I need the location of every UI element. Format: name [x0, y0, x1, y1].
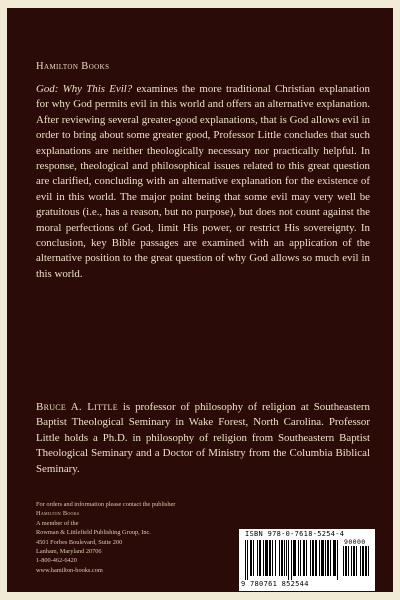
- contact-city: Lanham, Maryland 20706: [36, 548, 102, 556]
- publisher-contact: [36, 500, 236, 575]
- author-bio-text: is professor of philosophy of religion at Southeastern Baptist Theological Seminary in Wake Forest, North Carolina. Professor Little holds a Ph.D. in philosophy of religion from Southeastern Baptist Theological Seminary and a Doctor of Ministry from the Columbia Biblical Seminary.: [36, 401, 370, 475]
- contact-phone: 1-800-462-6420: [36, 557, 77, 565]
- author-name: Bruce A. Little: [36, 401, 118, 413]
- ean-digits: 9 780761 852544: [241, 580, 309, 588]
- contact-line: Rowman & Littlefield Publishing Group, Inc.: [36, 529, 151, 537]
- book-title: God: Why This Evil?: [36, 83, 133, 95]
- description-text: examines the more traditional Christian explanation for why God permits evil in this world and offers an alternative explanation. After reviewing several greater-good explanations, that is God allows evil in order to bring about some greater good, Professor Little concludes that such explanations are neither theologically necessary nor practically helpful. In response, theological and philosophical issues related to this great question are clarified, concluding with an alternative explanation for the existence of evil in this world. The major point being that some evil may very well be gratuitous (i.e., has a reason, but no purpose), but does not count against the moral perfections of God, limit His power, or restrict His sovereignty. In conclusion, key Bible passages are examined with an application of the alternative position to the great question of why God allows so much evil in this world.: [36, 83, 370, 280]
- contact-line: A member of the: [36, 519, 79, 527]
- isbn-barcode: [239, 529, 375, 591]
- author-bio: [36, 400, 370, 477]
- isbn-label: ISBN 978-0-7618-5254-4: [245, 530, 345, 538]
- contact-publisher-name: Hamilton Books: [36, 510, 80, 518]
- book-description: [36, 82, 370, 282]
- price-barcode-bars-icon: [343, 546, 371, 580]
- back-cover: [7, 8, 393, 592]
- contact-intro: For orders and information please contact the publisher: [36, 501, 176, 508]
- barcode-bars-icon: [245, 540, 339, 580]
- contact-website: www.hamilton-books.com: [36, 566, 103, 574]
- publisher-name: Hamilton Books: [36, 61, 110, 72]
- price-code: 90000: [344, 538, 366, 546]
- contact-address: 4501 Forbes Boulevard, Suite 200: [36, 538, 123, 546]
